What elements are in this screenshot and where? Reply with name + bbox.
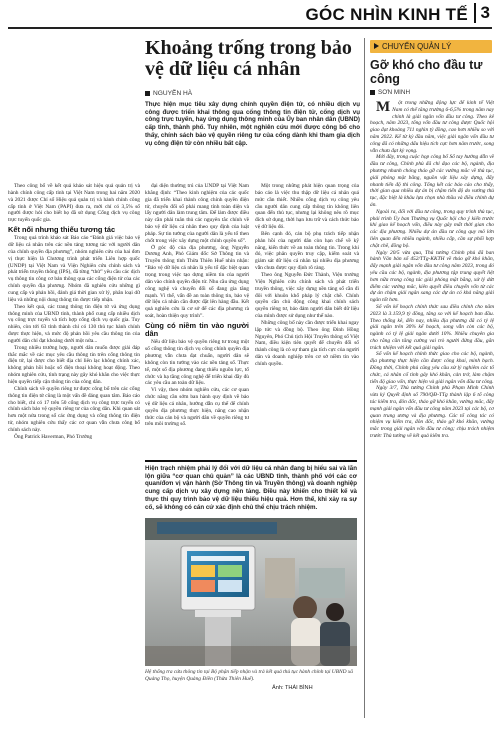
body-paragraph: Ngày 3/7, Thủ tướng Chính phủ Phạm Minh Chính vừa ký Quyết định số 790/QĐ-TTg thành lập 6 tổ công tác kiểm tra, đôn đốc, tháo gỡ khó khăn, vướng mắc, đẩy mạnh giải ngân vốn đầu tư công năm 2023 tại các bộ, cơ quan trung ương và địa phương. Các tổ công tác có nhiệm vụ kiểm tra, đôn đốc, tháo gỡ khó khăn, vướng mắc trong giải ngân vốn đầu tư công; chịu trách nhiệm trước Thủ tướng về kết quả kiểm tra. — [370, 385, 494, 440]
body-paragraph: Ở góc độ của địa phương, ông Nguyễn Dương Anh, Phó Giám đốc Sở Thông tin và Truyền thông tỉnh Thừa Thiên Huế nhìn nhận: “Bảo vệ dữ liệu cá nhân là yếu tố đặc biệt quan trọng trong việc tạo dựng niềm tin của người dân vào chính quyền điện tử. Nhu cầu ứng dụng công nghệ và chuyển đổi số đang gia tăng mạnh. Vì thế, vấn đề an toàn thông tin, bảo vệ dữ liệu cá nhân cần được đặt lên hàng đầu. Kết quả nghiên cứu là cơ sở để các địa phương rà soát, hoàn thiện quy trình”. — [145, 244, 249, 320]
body-paragraph: đại diện thường trú của UNDP tại Việt Nam khẳng định: “Theo kinh nghiệm của các quốc gia đã triển khai thành công chính quyền điện tử, chuyển đổi số phải mang tính toàn diện và lấy người dân làm trung tâm. Để làm được điều này cần phải tuân thủ các nguyên tắc chính về bảo vệ dữ liệu cá nhân theo quy định của luật pháp. Sự tin tưởng của người dân là yếu tố then chốt trong việc xây dựng một chính quyền số”. — [145, 183, 249, 244]
body-paragraph: Vì vậy, theo nhóm nghiên cứu, các cơ quan chức năng cần sớm ban hành quy định về bảo vệ dữ liệu cá nhân, hướng dẫn cụ thể để chính quyền địa phương thực hiện, nâng cao nhận thức của cán bộ và người dân về quyền riêng tư trên môi trường số. — [145, 387, 249, 428]
body-paragraph: Số vốn kế hoạch chính thức sau điều chỉnh cho năm 2023 là 3.159,9 tỷ đồng, tăng so với kế hoạch ban đầu. Theo thống kê, đến nay, nhiều địa phương đã có tỷ lệ giải ngân trên 30% kế hoạch, song vẫn còn các bộ, ngành có tỷ lệ giải ngân dưới 10%. Nhiều chuyên gia cho rằng cần tăng cường vai trò người đứng đầu, gắn trách nhiệm với kết quả giải ngân. — [370, 303, 494, 351]
author-square-icon — [145, 91, 150, 96]
body-paragraph: Trong quá trình khảo sát Báo cáo “Đánh giá việc bảo vệ dữ liệu cá nhân trên các nền tảng tương tác với người dân của chính quyền địa phương”, nhóm nghiên cứu của hai đơn vị thực hiện là Chương trình phát triển Liên hợp quốc (UNDP) tại Việt Nam và Viện Nghiên cứu chính sách và phát triển truyền thông (IPS), đã từng “thử” yêu cầu các dịch vụ thông tin công cơ bản thông qua các cổng điện tử của các chính quyền địa phương. Nhóm đã nghiên cứu những gì cung cấp và phản hồi, đánh giá thời gian xử lý, phân loại dữ liệu và những nội dung thông tin được tiếp nhận. — [8, 235, 140, 303]
body-paragraph: Những công bố này cần được triển khai ngay lập tức và đồng bộ. Theo ông Đinh Hồng Nguyên, Phó Chủ tịch Hội Truyền thông số Việt Nam, điều kiện tiên quyết để chuyển đổi số thành công là có sự tham gia tích cực của người dân và doanh nghiệp trên cơ sở niềm tin vào chính quyền. — [255, 319, 359, 367]
side-article-body — [370, 100, 494, 712]
drop-cap: M — [376, 100, 391, 115]
side-article-author — [370, 89, 410, 96]
body-paragraph: Theo ông Nguyễn Đức Thành, Viện trưởng Viện Nghiên cứu chính sách và phát triển truyền thông, việc xây dựng nền tảng số cần đi đôi với khuôn khổ pháp lý chặt chẽ. Chính quyền cần chủ động công khai chính sách quyền riêng tư, bảo đảm người dân biết dữ liệu của mình được sử dụng như thế nào. — [255, 271, 359, 320]
article-title: Khoảng trống trong bảo vệ dữ liệu cá nhân — [145, 37, 352, 80]
author-name: SƠN MINH — [378, 89, 410, 96]
body-paragraph: Ngoài ra, đối với đầu tư công, trong quy trình thủ tục, phải trình Ủy ban Thường vụ Quốc hội cho ý kiến trước khi giao kế hoạch vốn, điều này gây mất thời gian cho các địa phương. Nhiều dự án đầu tư công quy mô lớn liên quan đến nhiều ngành, nhiều cấp, cần sự phối hợp chặt chẽ, đồng bộ. — [370, 208, 494, 249]
photo-caption: Hệ thống tra cứu thông tin tại Bộ phận tiếp nhận và trả kết quả thủ tục hành chính tại UBND xã Quảng Thọ, huyện Quảng Điền (Thừa Thiên Huế). — [145, 669, 353, 682]
page-header — [0, 0, 500, 28]
body-paragraph: Ngày 20/5 vừa qua, Thủ tướng Chính phủ đã ban hành Văn bản số 452/TTg-KKTH về tháo gỡ khó khăn, đẩy mạnh giải ngân vốn đầu tư công năm 2023, trong đó yêu cầu các bộ, ngành, địa phương tập trung quyết liệt hơn nữa trong công tác giải phóng mặt bằng, xử lý dứt điểm các vướng mắc, kiên quyết điều chuyển vốn từ các dự án chậm giải ngân sang các dự án có khả năng giải ngân tốt hơn. — [370, 249, 494, 304]
article-column-2 — [145, 183, 249, 455]
arrow-right-icon — [374, 43, 379, 49]
pull-quote: Hiện trạch nhiệm phải lý đổi với dữ liệu cá nhân đang bị hiểu sai và lãn lộn giữa “cơ quan chủ quản” là các UBND tỉnh, thành phố với các cơ quan/đơn vị vận hành (Sở Thông tin và Truyền thông) và doanh nghiệp cung cấp dịch vụ xây dựng nền tảng. Điều này khiến cho thiết kế và thực thi quy trình bảo vệ dữ liệu thiếu hiệu quả. Hơn thế, khi xảy ra sự cố, sẽ không có cán cứ xác định chủ thể chịu trách nhiệm. — [145, 460, 357, 511]
header-rule — [8, 27, 492, 29]
body-paragraph: Nếu dữ liệu bảo vệ quyền riêng tư trong một số cổng thông tin dịch vụ công chính quyền địa phương vẫn chưa đạt chuẩn, người dân sẽ không còn tin tưởng vào các nền tảng số. Thực tế, một số địa phương đang thiếu nguồn lực, tổ chức và hạ tầng công nghệ để triển khai đầy đủ các yêu cầu an toàn dữ liệu. — [145, 339, 249, 387]
author-name: NGUYỄN HÀ — [153, 90, 193, 97]
body-paragraph — [370, 100, 494, 154]
author-square-icon — [370, 90, 375, 95]
section-tag — [370, 40, 492, 53]
section-subhead: Kết nối nhưng thiếu tương tác — [8, 225, 116, 235]
section-tag-label: CHUYỂN QUẢN LÝ — [382, 42, 452, 51]
side-article-title: Gỡ khó cho đầu tư công — [370, 58, 483, 86]
body-paragraph: Số vốn kế hoạch chính thức giao cho các bộ, ngành, địa phương thực hiện cần được công khai, minh bạch. Đồng thời, Chính phủ cũng yêu cầu xử lý nghiêm các tổ chức, cá nhân cố tình gây khó khăn, cản trở, làm chậm tiến độ giao vốn, thực hiện và giải ngân vốn đầu tư công. — [370, 351, 494, 385]
body-paragraph: Mới đây, trong cuộc họp công bố Sổ tay hướng dẫn về đầu tư công, Chính phủ đã chỉ đạo các bộ, ngành, địa phương nhanh chóng tháo gỡ các vướng mắc về thủ tục, giải phóng mặt bằng, nguồn vật liệu xây dựng, đẩy nhanh tiến độ thi công. Tổng kết các báo cáo cho thấy, thời gian qua nhiều dự án bị chậm tiến độ do vướng thủ tục, đặc biệt là khâu lựa chọn nhà thầu và điều chỉnh dự án. — [370, 154, 494, 208]
article-lead: Thực hiện mục tiêu xây dựng chính quyền điện tử, có nhiều dịch vụ công được triển khai thông qua cổng thông tin điện tử, cổng dịch vụ công trực tuyến, hay ứng dụng thông minh của Ủy ban nhân dân (UBND) cấp tỉnh, thành phố. Tuy nhiên, một nghiên cứu mới được công bố cho thấy, chính sách bảo vệ quyền riêng tư của cổng dành khi tham gia dịch vụ công điện tử còn nhiều bất cập. — [145, 101, 360, 147]
body-paragraph: Trong nhiều trường hợp, người dân muốn được giải đáp thắc mắc về các mục yêu cầu thông tin trên cổng thông tin điện tử, lại được cho biết địa chỉ liên lạc không chính xác, không phản hồi hoặc số điện thoại không hoạt động. Theo nhóm nghiên cứu, tình trạng này gây khó khăn cho việc thực hiện quyền tiếp cận thông tin của công dân. — [8, 344, 140, 385]
article-author — [145, 90, 192, 97]
body-paragraph: Theo công bố về kết quả khảo sát hiệu quả quản trị và hành chính công cấp tỉnh tại Việt Nam trong hai năm 2020 và 2021 được Chỉ số Hiệu quả quản trị và hành chính công cấp tỉnh ở Việt Nam (PAPI) đưa ra, mới chỉ có 3,5% số người được hỏi cho biết họ đã sử dụng Cổng dịch vụ công trực tuyến quốc gia. — [8, 183, 140, 224]
article-photo — [145, 518, 357, 666]
body-paragraph: Theo kết quả, các trang thông tin điện tử và ứng dụng thông minh của UBND tỉnh, thành phố cung cấp nhiều dịch vụ công trực tuyến và tích hợp cổng dịch vụ quốc gia. Tuy nhiên, còn tới 63 tỉnh thành chỉ có 130 thủ tục hành chính được thực hiện, và mức độ phản hồi yêu cầu thông tin của người dân chỉ đạt khoảng dưới một nửa... — [8, 303, 140, 344]
paragraph-text: ột trong những động lực để kinh tế Việt Nam có thể tăng trưởng 6-6,5% trong năm nay chính là giải ngân vốn đầu tư công. Theo kế hoạch, năm 2023, tổng vốn đầu tư công được Quốc hội giao đạt khoảng 711 nghìn tỷ đồng, cao hơn nhiều so với năm 2022. Kể từ kỳ đầu năm, việc giải ngân vốn đầu tư công đã có những dấu hiệu tích cực hơn năm trước, song vẫn chưa đạt kỳ vọng. — [370, 100, 494, 154]
body-paragraph: Ông Patrick Haverman, Phó Trưởng — [14, 433, 93, 440]
article-column-3 — [255, 183, 359, 455]
body-paragraph: Một trong những phát hiện quan trọng của báo cáo là việc thu thập dữ liệu cá nhân quá mức cần thiết. Nhiều cổng dịch vụ công yêu cầu người dân cung cấp thông tin không liên quan đến thủ tục, nhưng lại không nêu rõ mục đích sử dụng, thời hạn lưu trữ và cách thức bảo vệ dữ liệu đó. — [255, 183, 359, 231]
body-paragraph: Chính sách về quyền riêng tư được công bố trên các cổng thông tin điện tử cũng là một vấn đề đáng quan tâm. Báo cáo cho biết, chỉ có 17 trên 50 cổng dịch vụ công trực tuyến có chính sách bảo vệ quyền riêng tư của công dân. Khi quan sát hơn một nửa trong số các ứng dụng và cổng thông tin điện tử, nhóm nghiên cứu thấy các cơ quan vẫn chưa công bố chính sách này. — [8, 385, 140, 433]
article-column-1 — [8, 183, 140, 718]
section-title: GÓC NHÌN KINH TẾ — [305, 5, 468, 24]
photo-credit: Ảnh: THÁI BÌNH — [272, 685, 313, 691]
section-subhead: Cùng có niềm tin vào người dân — [145, 320, 249, 339]
column-divider — [364, 38, 365, 718]
kiosk-photo-illustration — [145, 518, 357, 666]
body-paragraph: Bên cạnh đó, cán bộ phụ trách tiếp nhận phản hồi của người dân còn hạn chế về kỹ năng, kiến thức về an toàn thông tin. Trong khi đó, việc phân quyền truy cập, kiểm soát và giám sát dữ liệu cá nhân tại nhiều địa phương vẫn chưa được quy định rõ ràng. — [255, 230, 359, 272]
page-number: 3 — [474, 3, 490, 23]
